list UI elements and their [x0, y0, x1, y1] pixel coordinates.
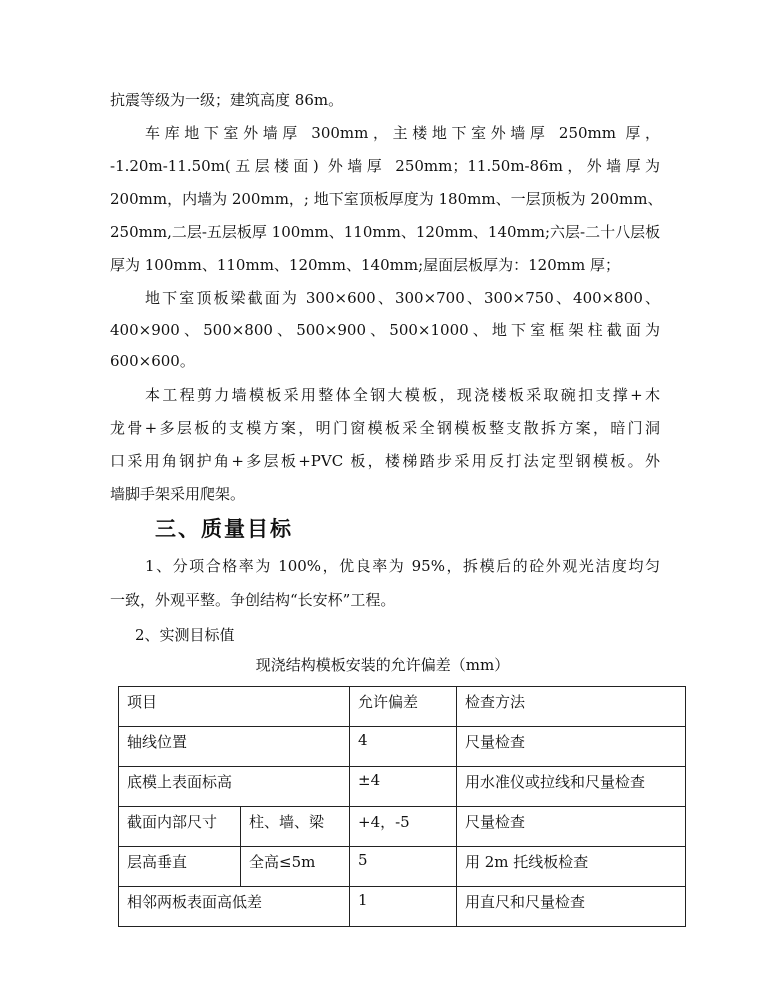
- header-cell: 项目: [119, 687, 350, 727]
- method-cell: 尺量检查: [457, 807, 686, 847]
- method-cell: 用直尺和尺量检查: [457, 887, 686, 927]
- table-row: [119, 887, 686, 927]
- item-cell: 截面内部尺寸: [119, 807, 241, 847]
- table-row: [119, 807, 686, 847]
- text-line: 600×600。: [110, 352, 195, 370]
- header-cell: 检查方法: [457, 687, 686, 727]
- item-cell: 相邻两板表面高低差: [119, 887, 350, 927]
- text-line: 本工程剪力墙模板采用整体全钢大模板，现浇楼板采取碗扣支撑+木: [145, 386, 660, 404]
- text-line: -1.20m-11.50m(五层楼面) 外墙厚 250mm；11.50m-86m，外墙厚为: [110, 157, 660, 175]
- text-line: 400×900、500×800、500×900、500×1000、地下室框架柱截面为: [110, 321, 660, 339]
- header-cell: 允许偏差: [350, 687, 457, 727]
- table-caption: 现浇结构模板安装的允许偏差（mm）: [255, 656, 510, 674]
- text-line: 车库地下室外墙厚 300mm，主楼地下室外墙厚 250mm 厚，: [145, 124, 660, 142]
- table-row: [119, 767, 686, 807]
- table-row: [119, 847, 686, 887]
- item-cell: 轴线位置: [119, 727, 350, 767]
- tolerance-cell: 5: [350, 847, 457, 887]
- text-line: 抗震等级为一级；建筑高度 86m。: [110, 91, 344, 109]
- text-line: 250mm,二层-五层板厚 100mm、110mm、120mm、140mm;六层-二十八层板: [110, 223, 661, 241]
- item-cell: 底模上表面标高: [119, 767, 350, 807]
- table-row: [119, 727, 686, 767]
- tolerance-cell: ±4: [350, 767, 457, 807]
- table-header-row: [119, 687, 686, 727]
- sub-item-cell: 全高≤5m: [241, 847, 350, 887]
- text-line: 2、实测目标值: [135, 626, 235, 644]
- method-cell: 尺量检查: [457, 727, 686, 767]
- text-line: 200mm，内墙为 200mm，; 地下室顶板厚度为 180mm、一层顶板为 200mm、: [110, 190, 663, 208]
- tolerance-cell: 1: [350, 887, 457, 927]
- text-line: 口采用角钢护角+多层板+PVC 板，楼梯踏步采用反打法定型钢模板。外: [110, 452, 660, 470]
- sub-item-cell: 柱、墙、梁: [241, 807, 350, 847]
- section-heading: 三、质量目标: [155, 517, 293, 541]
- text-line: 地下室顶板梁截面为 300×600、300×700、300×750、400×800、: [145, 289, 660, 307]
- tolerance-cell: +4，-5: [350, 807, 457, 847]
- text-line: 一致，外观平整。争创结构“长安杯”工程。: [110, 591, 396, 609]
- item-cell: 层高垂直: [119, 847, 241, 887]
- method-cell: 用水准仪或拉线和尺量检查: [457, 767, 686, 807]
- tolerance-cell: 4: [350, 727, 457, 767]
- method-cell: 用 2m 托线板检查: [457, 847, 686, 887]
- text-line: 龙骨+多层板的支模方案，明门窗模板采全钢模板整支散拆方案，暗门洞: [110, 419, 660, 437]
- tolerance-table: [118, 686, 686, 927]
- text-line: 1、分项合格率为 100%，优良率为 95%，拆模后的砼外观光洁度均匀: [145, 557, 660, 575]
- text-line: 墙脚手架采用爬架。: [110, 485, 246, 503]
- text-line: 厚为 100mm、110mm、120mm、140mm;屋面层板厚为：120mm 厚；: [110, 256, 620, 274]
